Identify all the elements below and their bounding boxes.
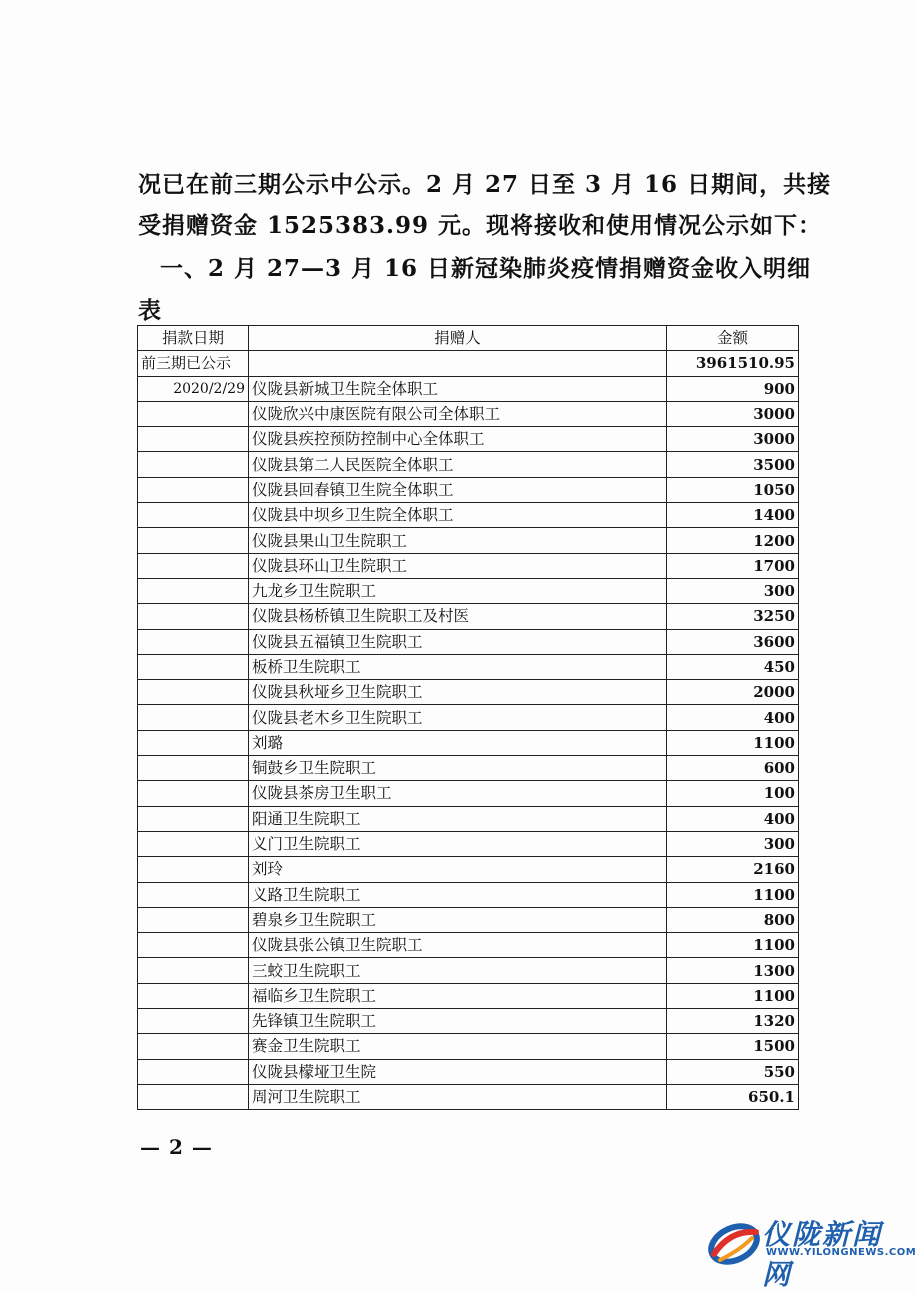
amount-cell: 1100 — [667, 882, 799, 907]
amount-cell: 3961510.95 — [667, 351, 799, 376]
table-row — [138, 958, 799, 983]
donor-cell: 仪陇县老木乡卫生院职工 — [249, 705, 667, 730]
date-cell — [138, 528, 249, 553]
donor-cell: 先锋镇卫生院职工 — [249, 1009, 667, 1034]
amount-cell: 3600 — [667, 629, 799, 654]
section-heading-line-2: 表 — [138, 297, 162, 324]
amount-cell: 1100 — [667, 933, 799, 958]
donor-cell: 碧泉乡卫生院职工 — [249, 907, 667, 932]
amount-cell: 1100 — [667, 983, 799, 1008]
date-cell — [138, 781, 249, 806]
amount-cell: 1700 — [667, 553, 799, 578]
date-cell — [138, 882, 249, 907]
amount-cell: 300 — [667, 578, 799, 603]
amount-cell: 1300 — [667, 958, 799, 983]
date-cell — [138, 831, 249, 856]
donor-cell: 仪陇欣兴中康医院有限公司全体职工 — [249, 401, 667, 426]
section-heading-line-1: 一、2 月 27—3 月 16 日新冠染肺炎疫情捐赠资金收入明细 — [160, 255, 812, 282]
table-row — [138, 1059, 799, 1084]
table-row — [138, 401, 799, 426]
date-cell — [138, 1034, 249, 1059]
donor-cell: 刘璐 — [249, 730, 667, 755]
amount-cell: 100 — [667, 781, 799, 806]
date-cell — [138, 604, 249, 629]
amount-cell: 300 — [667, 831, 799, 856]
date-cell: 前三期已公示 — [138, 351, 249, 376]
table-row — [138, 933, 799, 958]
date-cell — [138, 907, 249, 932]
donor-cell: 九龙乡卫生院职工 — [249, 578, 667, 603]
table-row — [138, 781, 799, 806]
table-row — [138, 376, 799, 401]
table-row — [138, 427, 799, 452]
amount-cell: 1500 — [667, 1034, 799, 1059]
donor-cell: 赛金卫生院职工 — [249, 1034, 667, 1059]
date-cell — [138, 629, 249, 654]
date-cell — [138, 983, 249, 1008]
donor-cell: 刘玲 — [249, 857, 667, 882]
date-cell — [138, 730, 249, 755]
date-cell — [138, 503, 249, 528]
donor-cell: 仪陇县中坝乡卫生院全体职工 — [249, 503, 667, 528]
table-row — [138, 705, 799, 730]
table-row — [138, 477, 799, 502]
table-row — [138, 528, 799, 553]
table-row — [138, 351, 799, 376]
donor-cell: 仪陇县五福镇卫生院职工 — [249, 629, 667, 654]
date-cell — [138, 1009, 249, 1034]
amount-cell: 600 — [667, 756, 799, 781]
amount-cell: 2160 — [667, 857, 799, 882]
amount-cell: 1100 — [667, 730, 799, 755]
donor-cell: 义门卫生院职工 — [249, 831, 667, 856]
watermark-site-name: 仪陇新闻网 — [762, 1218, 883, 1291]
table-row — [138, 452, 799, 477]
date-cell — [138, 401, 249, 426]
amount-cell: 400 — [667, 705, 799, 730]
donor-cell: 仪陇县环山卫生院职工 — [249, 553, 667, 578]
donation-table — [137, 325, 799, 1110]
table-row — [138, 730, 799, 755]
header-donor: 捐赠人 — [249, 326, 667, 351]
table-row — [138, 882, 799, 907]
table-row — [138, 806, 799, 831]
amount-cell: 450 — [667, 654, 799, 679]
donor-cell: 仪陇县檬垭卫生院 — [249, 1059, 667, 1084]
table-row — [138, 857, 799, 882]
donor-cell: 板桥卫生院职工 — [249, 654, 667, 679]
amount-cell: 1200 — [667, 528, 799, 553]
date-cell — [138, 452, 249, 477]
donor-cell: 仪陇县新城卫生院全体职工 — [249, 376, 667, 401]
date-cell — [138, 933, 249, 958]
amount-cell: 800 — [667, 907, 799, 932]
date-cell — [138, 705, 249, 730]
date-cell — [138, 806, 249, 831]
date-cell — [138, 958, 249, 983]
intro-paragraph-line-2: 受捐赠资金 1525383.99 元。现将接收和使用情况公示如下： — [138, 212, 823, 239]
amount-cell: 3000 — [667, 427, 799, 452]
date-cell — [138, 427, 249, 452]
donor-cell: 仪陇县回春镇卫生院全体职工 — [249, 477, 667, 502]
date-cell — [138, 578, 249, 603]
amount-cell: 3500 — [667, 452, 799, 477]
table-row — [138, 680, 799, 705]
date-cell — [138, 857, 249, 882]
date-cell: 2020/2/29 — [138, 376, 249, 401]
amount-cell: 1050 — [667, 477, 799, 502]
date-cell — [138, 654, 249, 679]
amount-cell: 1400 — [667, 503, 799, 528]
page-number: — 2 — — [140, 1135, 213, 1159]
table-row — [138, 1009, 799, 1034]
donor-cell: 仪陇县杨桥镇卫生院职工及村医 — [249, 604, 667, 629]
date-cell — [138, 680, 249, 705]
donor-cell: 仪陇县第二人民医院全体职工 — [249, 452, 667, 477]
amount-cell: 2000 — [667, 680, 799, 705]
date-cell — [138, 553, 249, 578]
table-header-row — [138, 326, 799, 351]
table-row — [138, 983, 799, 1008]
table-row — [138, 553, 799, 578]
date-cell — [138, 477, 249, 502]
table-row — [138, 1084, 799, 1109]
header-date: 捐款日期 — [138, 326, 249, 351]
table-row — [138, 1034, 799, 1059]
table-row — [138, 831, 799, 856]
table-row — [138, 578, 799, 603]
amount-cell: 900 — [667, 376, 799, 401]
donor-cell: 仪陇县疾控预防控制中心全体职工 — [249, 427, 667, 452]
table-row — [138, 604, 799, 629]
amount-cell: 650.1 — [667, 1084, 799, 1109]
donor-cell — [249, 351, 667, 376]
amount-cell: 3250 — [667, 604, 799, 629]
amount-cell: 1320 — [667, 1009, 799, 1034]
donor-cell: 铜鼓乡卫生院职工 — [249, 756, 667, 781]
table-row — [138, 654, 799, 679]
donor-cell: 义路卫生院职工 — [249, 882, 667, 907]
watermark-site-url: WWW.YILONGNEWS.COM — [766, 1247, 916, 1258]
table-row — [138, 629, 799, 654]
date-cell — [138, 1059, 249, 1084]
donor-cell: 仪陇县张公镇卫生院职工 — [249, 933, 667, 958]
amount-cell: 400 — [667, 806, 799, 831]
amount-cell: 550 — [667, 1059, 799, 1084]
donor-cell: 仪陇县秋垭乡卫生院职工 — [249, 680, 667, 705]
table-row — [138, 907, 799, 932]
header-amount: 金额 — [667, 326, 799, 351]
donor-cell: 仪陇县茶房卫生职工 — [249, 781, 667, 806]
intro-paragraph-line-1: 况已在前三期公示中公示。2 月 27 日至 3 月 16 日期间，共接 — [138, 171, 832, 198]
date-cell — [138, 756, 249, 781]
donor-cell: 福临乡卫生院职工 — [249, 983, 667, 1008]
date-cell — [138, 1084, 249, 1109]
table-row — [138, 503, 799, 528]
amount-cell: 3000 — [667, 401, 799, 426]
table-row — [138, 756, 799, 781]
donor-cell: 阳通卫生院职工 — [249, 806, 667, 831]
donor-cell: 三蛟卫生院职工 — [249, 958, 667, 983]
donor-cell: 仪陇县果山卫生院职工 — [249, 528, 667, 553]
donor-cell: 周河卫生院职工 — [249, 1084, 667, 1109]
